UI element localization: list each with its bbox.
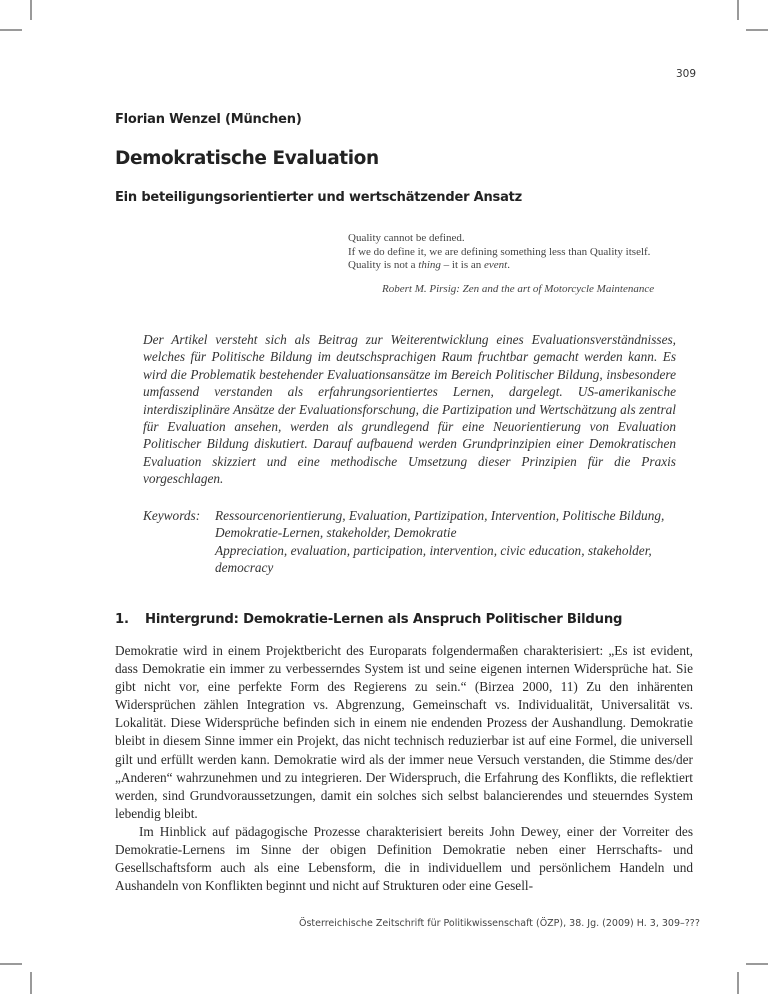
article-title: Demokratische Evaluation bbox=[115, 148, 379, 169]
keywords bbox=[143, 507, 683, 577]
keywords-label: Keywords: bbox=[143, 508, 201, 523]
section-heading bbox=[115, 612, 622, 627]
crop-mark-top-left-vertical bbox=[30, 0, 32, 20]
crop-mark-bottom-right-horizontal bbox=[746, 963, 768, 965]
crop-mark-bottom-left-horizontal bbox=[0, 963, 22, 965]
epigraph-line: Quality is not a thing – it is an event. bbox=[348, 259, 510, 271]
crop-mark-top-right-vertical bbox=[737, 0, 739, 20]
crop-mark-bottom-right-vertical bbox=[737, 972, 739, 994]
section-number: 1. bbox=[115, 612, 129, 627]
epigraph-emphasis: event bbox=[484, 259, 508, 271]
body-text bbox=[115, 642, 693, 895]
epigraph-source: Robert M. Pirsig: Zen and the art of Motorcycle Maintenance bbox=[382, 283, 655, 295]
section-title: Hintergrund: Demokratie-Lernen als Anspruch Politischer Bildung bbox=[145, 612, 623, 627]
article-subtitle: Ein beteiligungsorientierter und wertschätzender Ansatz bbox=[115, 190, 523, 205]
crop-mark-top-left-horizontal bbox=[0, 29, 22, 31]
epigraph-emphasis: thing bbox=[418, 259, 441, 271]
paragraph: Im Hinblick auf pädagogische Prozesse charakterisiert bereits John Dewey, einer der Vorreiter des Demokratie-Lernens im Sinne der obigen Definition Demokratie neben einer Herrschafts- und Gesellschaftsform auch als eine Lebensform, die in individuellem und persönlichem Handeln und Aushandeln von Konflikten beginnt und nicht auf Strukturen oder eine Gesell- bbox=[115, 823, 693, 894]
article-author: Florian Wenzel (München) bbox=[115, 112, 302, 127]
crop-mark-top-right-horizontal bbox=[746, 29, 768, 31]
page-number: 309 bbox=[675, 68, 696, 80]
keywords-german: Ressourcenorientierung, Evaluation, Partizipation, Intervention, Politische Bildung, Demokratie-Lernen, stakeholder, Demokratie bbox=[215, 508, 665, 541]
crop-mark-bottom-left-vertical bbox=[30, 972, 32, 994]
paragraph: Demokratie wird in einem Projektbericht des Europarats folgendermaßen charakterisiert: „Es ist evident, dass Demokratie ein immer zu verbesserndes System ist und seine eigenen internen Widersprüche hat. Sie gibt nicht vor, eine perfekte Form des Regierens zu sein.“ (Birzea 2000, 11) Zu den inhärenten Widersprüchen zählen Integration vs. Abgrenzung, Gemeinschaft vs. Individualität, Universalität vs. Lokalität. Diese Widersprüche befinden sich in einem nie endenden Prozess der Aushandlung. Demokratie bleibt in diesem Sinne immer ein Projekt, das nicht technisch reduzierbar ist auf eine Formel, die universell gilt und erfüllt werden kann. Demokratie wird als der immer neue Versuch verstanden, die Stimme des/der „Anderen“ wahrzunehmen und zu integrieren. Der Widerspruch, die Erfahrung des Konflikts, die reflektiert werden, sind Grundvoraussetzungen, damit ein solches sich selbst balancierendes und steuerndes System lebendig bleibt. bbox=[115, 643, 693, 821]
epigraph-line: Quality cannot be defined. bbox=[348, 232, 465, 244]
keywords-english: Appreciation, evaluation, participation, intervention, civic education, stakeholder, democracy bbox=[215, 542, 652, 576]
abstract: Der Artikel versteht sich als Beitrag zur Weiterentwicklung eines Evaluationsverständnisses, welches für Politische Bildung im deutschsprachigen Raum fruchtbar gemacht werden kann. Es wird die Problematik bestehender Evaluationsansätze im Bereich Politischer Bildung, insbesondere umfassend verstanden als erfahrungsorientiertes Lernen, dargelegt. US-amerikanische interdisziplinäre Ansätze der Evaluationsforschung, die Partizipation und Wertschätzung als zentral für Evaluation ansehen, werden als grundlegend für eine Neuorientierung von Evaluation Politischer Bildung diskutiert. Darauf aufbauend werden Grundprinzipien einer Demokratischen Evaluation skizziert und eine methodische Umsetzung dieser Prinzipien für die Praxis vorgeschlagen. bbox=[143, 332, 676, 487]
epigraph bbox=[348, 232, 650, 273]
epigraph-line: If we do define it, we are defining something less than Quality itself. bbox=[348, 245, 651, 258]
journal-citation-footer: Österreichische Zeitschrift für Politikwissenschaft (ÖZP), 38. Jg. (2009) H. 3, 309–??? bbox=[299, 918, 700, 929]
